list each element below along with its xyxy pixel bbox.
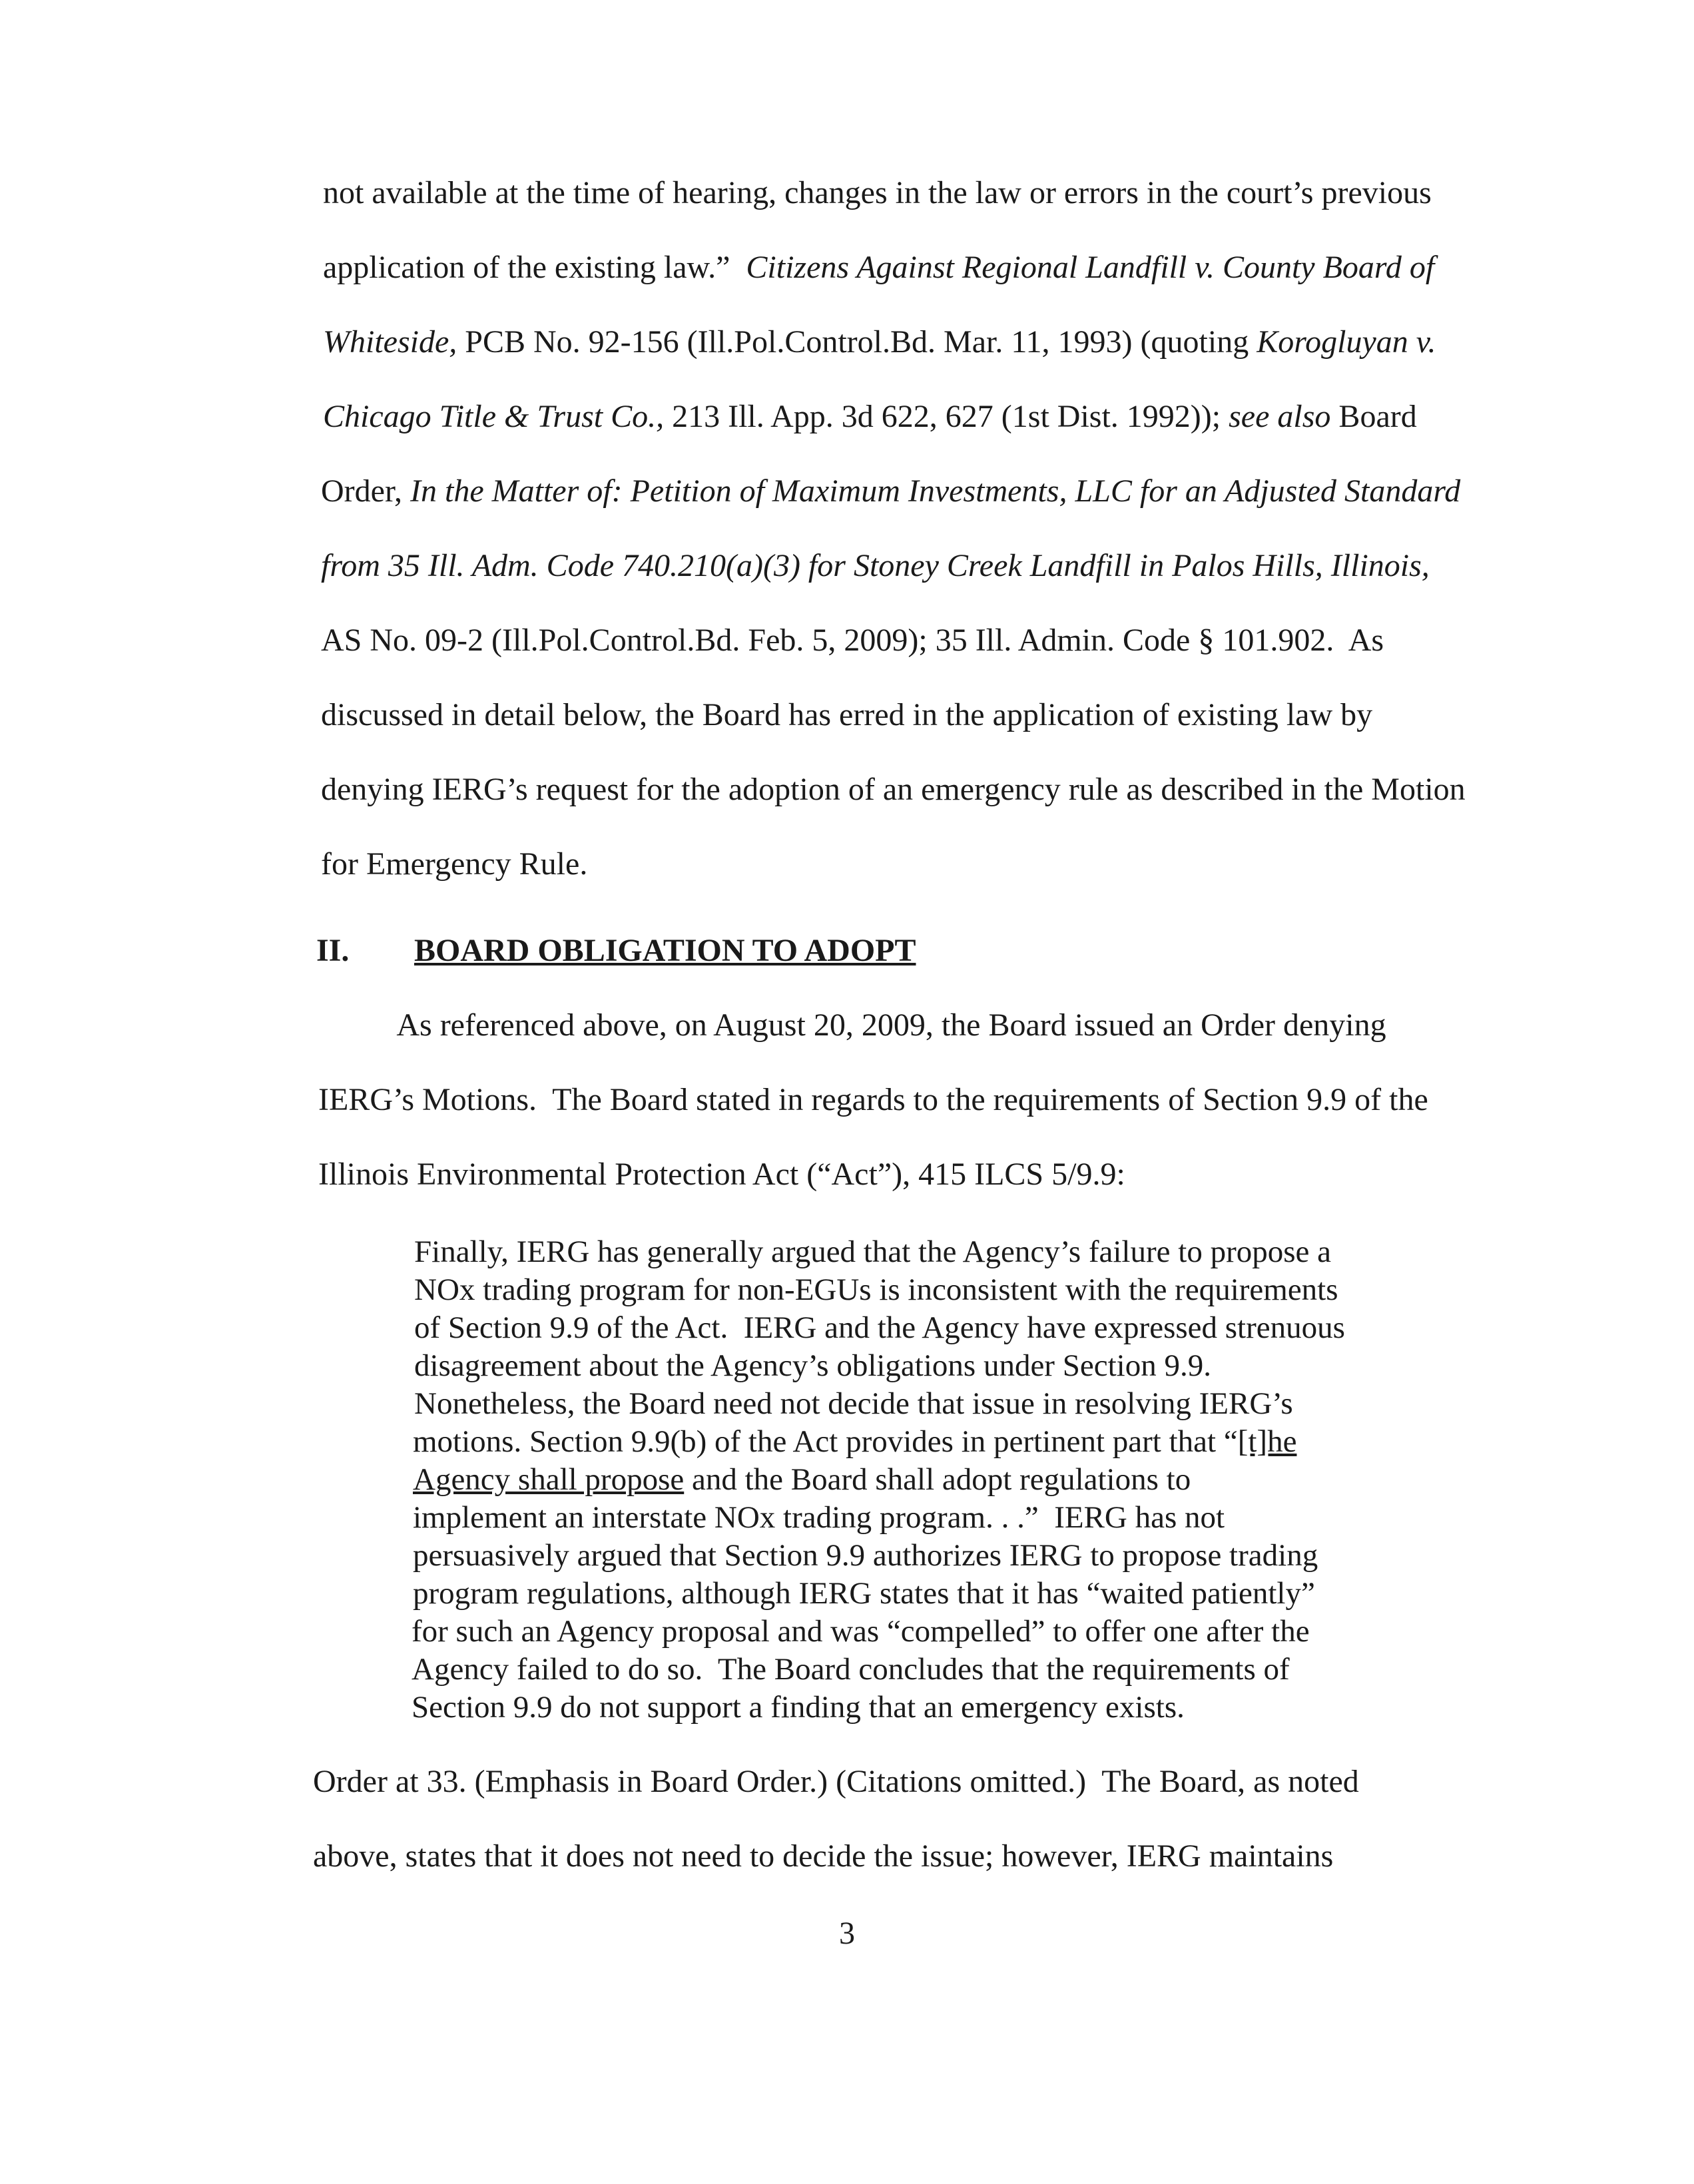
text-line bbox=[313, 1762, 1359, 1802]
text-line bbox=[414, 1233, 1331, 1270]
text-line bbox=[321, 621, 1384, 661]
citation-italic: from 35 Ill. Adm. Code 740.210(a)(3) for Stoney Creek Landfill in Palos Hills, Illinois, bbox=[321, 548, 1430, 583]
text-run: application of the existing law.” bbox=[323, 250, 746, 285]
text-run: NOx trading program for non-EGUs is inconsistent with the requirements bbox=[414, 1272, 1338, 1307]
emphasis-underline: Agency shall propose bbox=[413, 1462, 685, 1497]
text-run: Illinois Environmental Protection Act (“Act”), 415 ILCS 5/9.9: bbox=[318, 1157, 1125, 1192]
text-line bbox=[413, 1423, 1296, 1460]
text-run: denying IERG’s request for the adoption of an emergency rule as described in the Motion bbox=[321, 772, 1466, 807]
text-line bbox=[318, 1155, 1125, 1195]
text-run: IERG’s Motions. The Board stated in regards to the requirements of Section 9.9 of the bbox=[318, 1082, 1428, 1117]
text-run: 213 Ill. App. 3d 622, 627 (1st Dist. 1992)); bbox=[664, 399, 1229, 434]
text-run: persuasively argued that Section 9.9 authorizes IERG to propose trading bbox=[413, 1538, 1318, 1573]
citation-italic: Whiteside, bbox=[323, 324, 457, 360]
text-line bbox=[413, 1461, 1191, 1498]
text-run: not available at the time of hearing, changes in the law or errors in the court’s previous bbox=[323, 175, 1432, 210]
text-line bbox=[323, 397, 1417, 437]
text-line bbox=[414, 1385, 1293, 1422]
text-run: implement an interstate NOx trading program. . .” IERG has not bbox=[413, 1500, 1225, 1535]
text-run: for Emergency Rule. bbox=[321, 846, 588, 882]
section-title: BOARD OBLIGATION TO ADOPT bbox=[414, 933, 916, 968]
text-line bbox=[321, 844, 587, 884]
text-run: As referenced above, on August 20, 2009, the Board issued an Order denying bbox=[318, 1007, 1386, 1043]
text-line bbox=[412, 1689, 1185, 1726]
text-line bbox=[321, 471, 1460, 511]
text-line bbox=[414, 1271, 1338, 1308]
text-line bbox=[318, 1005, 1386, 1045]
text-run: of Section 9.9 of the Act. IERG and the Agency have expressed strenuous bbox=[414, 1310, 1345, 1345]
text-line bbox=[413, 1499, 1225, 1536]
text-run: Finally, IERG has generally argued that the Agency’s failure to propose a bbox=[414, 1234, 1331, 1269]
text-line bbox=[321, 770, 1466, 810]
text-run: Order, bbox=[321, 473, 411, 509]
text-run: motions. Section 9.9(b) of the Act provides in pertinent part that “ bbox=[413, 1424, 1238, 1459]
text-run: Agency failed to do so. The Board concludes that the requirements of bbox=[412, 1652, 1290, 1687]
text-line bbox=[412, 1651, 1290, 1688]
text-run: for such an Agency proposal and was “compelled” to offer one after the bbox=[412, 1614, 1310, 1649]
citation-italic: Chicago Title & Trust Co., bbox=[323, 399, 665, 434]
text-line bbox=[414, 1309, 1345, 1346]
text-line bbox=[321, 695, 1372, 735]
text-line bbox=[323, 322, 1436, 362]
citation-italic: see also bbox=[1229, 399, 1331, 434]
text-line bbox=[413, 1537, 1318, 1574]
text-line bbox=[323, 173, 1432, 213]
text-run: Section 9.9 do not support a finding that an emergency exists. bbox=[412, 1690, 1185, 1725]
citation-italic: Citizens Against Regional Landfill v. County Board of bbox=[746, 250, 1435, 285]
section-number: II. bbox=[316, 933, 350, 968]
text-line bbox=[321, 546, 1430, 586]
text-run: Nonetheless, the Board need not decide that issue in resolving IERG’s bbox=[414, 1386, 1293, 1421]
text-run: above, states that it does not need to decide the issue; however, IERG maintains bbox=[313, 1838, 1334, 1874]
text-run: AS No. 09-2 (Ill.Pol.Control.Bd. Feb. 5, 2009); 35 Ill. Admin. Code § 101.902. As bbox=[321, 623, 1384, 658]
text-run: Board bbox=[1330, 399, 1417, 434]
text-run: Order at 33. (Emphasis in Board Order.) (Citations omitted.) The Board, as noted bbox=[313, 1764, 1359, 1799]
text-line bbox=[313, 1836, 1333, 1876]
citation-italic: In the Matter of: Petition of Maximum Investments, LLC for an Adjusted Standard bbox=[410, 473, 1461, 509]
citation-italic: Korogluyan v. bbox=[1257, 324, 1436, 360]
text-run: program regulations, although IERG states that it has “waited patiently” bbox=[413, 1576, 1315, 1611]
text-line bbox=[323, 248, 1434, 288]
text-run: and the Board shall adopt regulations to bbox=[684, 1462, 1191, 1497]
text-line bbox=[413, 1575, 1315, 1612]
emphasis-underline: [t]he bbox=[1237, 1424, 1297, 1459]
page-number: 3 bbox=[839, 1916, 855, 1951]
text-run: PCB No. 92-156 (Ill.Pol.Control.Bd. Mar. 11, 1993) (quoting bbox=[457, 324, 1257, 360]
text-line bbox=[318, 1080, 1428, 1120]
text-line bbox=[412, 1613, 1310, 1650]
text-run: discussed in detail below, the Board has erred in the application of existing law by bbox=[321, 697, 1373, 732]
text-line bbox=[414, 1347, 1211, 1384]
text-run: disagreement about the Agency’s obligations under Section 9.9. bbox=[414, 1348, 1211, 1383]
